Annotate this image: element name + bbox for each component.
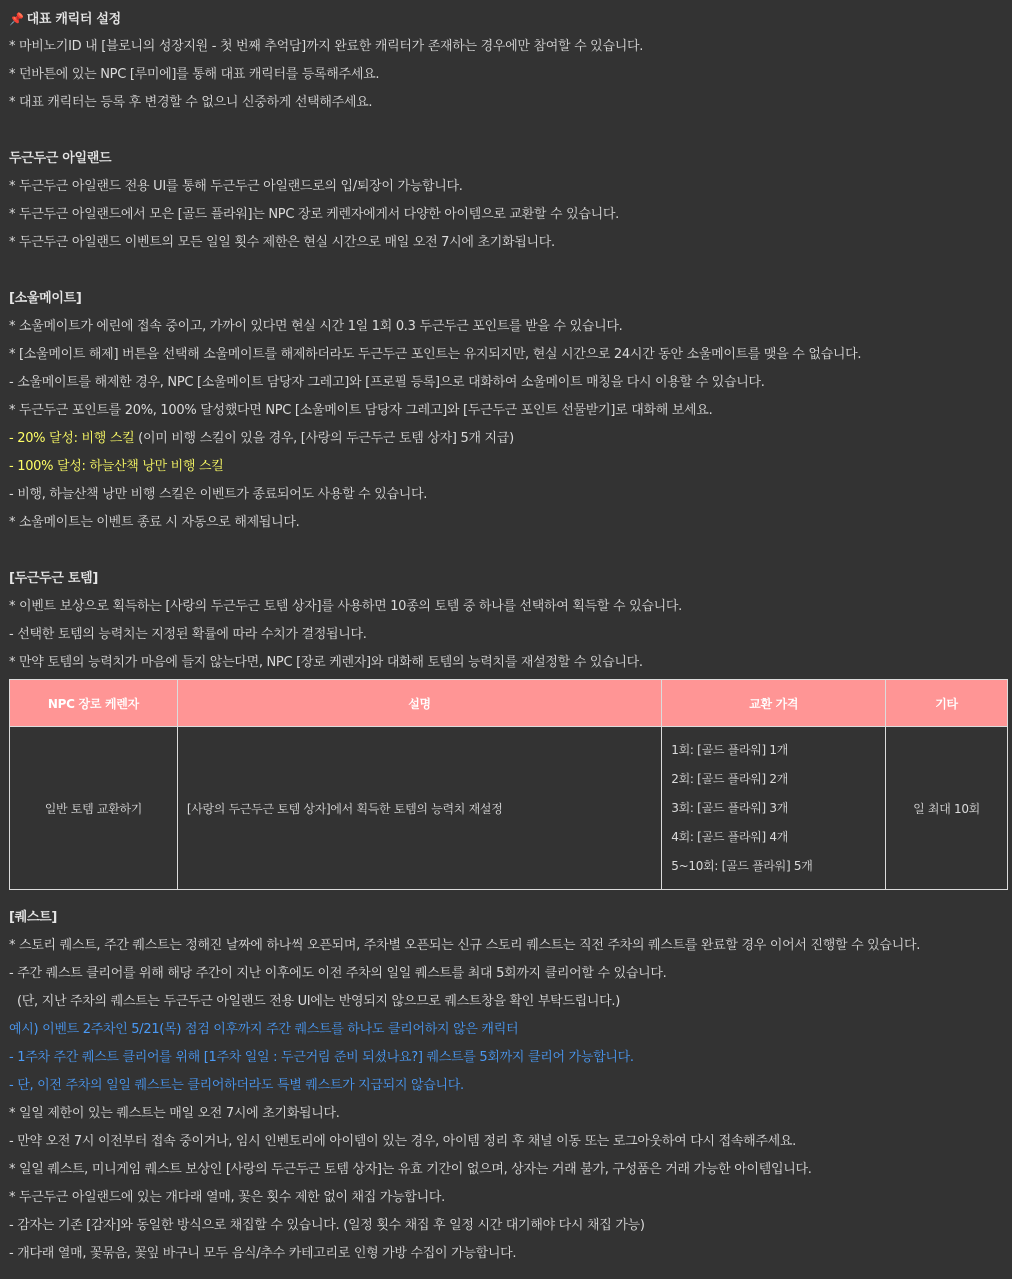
column-header: 교환 가격 <box>662 680 886 727</box>
island-line-1: * 두근두근 아일랜드 전용 UI를 통해 두근두근 아일랜드로의 입/퇴장이 가능합니다. <box>9 179 463 194</box>
soulmate-line-4: * 두근두근 포인트를 20%, 100% 달성했다면 NPC [소울메이트 담당자 그레고]와 [두근두근 포인트 선물받기]로 대화해 보세요. <box>9 403 713 418</box>
soulmate-line-3: - 소울메이트를 해제한 경우, NPC [소울메이트 담당자 그레고]와 [프로필 등록]으로 대화하여 소울메이트 매칭을 다시 이용할 수 있습니다. <box>9 375 765 390</box>
quest-line-1: * 스토리 퀘스트, 주간 퀘스트는 정해진 날짜에 하나씩 오픈되며, 주차별 오픈되는 신규 스토리 퀘스트는 직전 주차의 퀘스트를 완료할 경우 이어서 진행할 수 있습니다. <box>9 938 921 953</box>
totem-exchange-table <box>9 679 1008 890</box>
quest-line-8: - 감자는 기존 [감자]와 동일한 방식으로 채집할 수 있습니다. (일정 횟수 채집 후 일정 시간 대기해야 다시 채집 가능) <box>9 1218 645 1233</box>
spacer <box>9 117 1003 145</box>
spacer <box>9 537 1003 565</box>
quest-section-title: [퀘스트] <box>9 910 58 925</box>
soulmate-line-5: - 비행, 하늘산책 낭만 비행 스킬은 이벤트가 종료되어도 사용할 수 있습니다. <box>9 487 428 502</box>
price-line: 5~10회: [골드 플라워] 5개 <box>671 858 813 873</box>
quest-line-7: * 두근두근 아일랜드에 있는 개다래 열매, 꽃은 횟수 제한 없이 채집 가능합니다. <box>9 1190 446 1205</box>
rep-line-2: * 던바튼에 있는 NPC [루미에]를 통해 대표 캐릭터를 등록해주세요. <box>9 67 380 82</box>
soulmate-line-6: * 소울메이트는 이벤트 종료 시 자동으로 해제됩니다. <box>9 515 300 530</box>
spacer <box>9 257 1003 285</box>
soulmate-line-2: * [소울메이트 해제] 버튼을 선택해 소울메이트를 해제하더라도 두근두근 포인트는 유지되지만, 현실 시간으로 24시간 동안 소울메이트를 맺을 수 없습니다. <box>9 347 862 362</box>
rep-line-1: * 마비노기ID 내 [블로니의 성장지원 - 첫 번째 추억담]까지 완료한 캐릭터가 존재하는 경우에만 참여할 수 있습니다. <box>9 39 644 54</box>
pushpin-icon: 📌 <box>9 12 24 26</box>
exchange-etc-cell: 일 최대 10회 <box>886 727 1008 890</box>
totem-line-3: * 만약 토템의 능력치가 마음에 들지 않는다면, NPC [장로 케렌자]와 대화해 토템의 능력치를 재설정할 수 있습니다. <box>9 655 643 670</box>
column-header: NPC 장로 케렌자 <box>10 680 178 727</box>
quest-line-2: - 주간 퀘스트 클리어를 위해 해당 주간이 지난 이후에도 이전 주차의 일일 퀘스트를 최대 5회까지 클리어할 수 있습니다. <box>9 966 667 981</box>
table-header-row <box>10 680 1008 727</box>
quest-line-6: * 일일 퀘스트, 미니게임 퀘스트 보상인 [사랑의 두근두근 토템 상자]는 유효 기간이 없으며, 상자는 거래 불가, 구성품은 거래 가능한 아이템입니다. <box>9 1162 812 1177</box>
totem-line-2: - 선택한 토템의 능력치는 지정된 확률에 따라 수치가 결정됩니다. <box>9 627 367 642</box>
price-line: 2회: [골드 플라워] 2개 <box>671 771 789 786</box>
rep-line-3: * 대표 캐릭터는 등록 후 변경할 수 없으니 신중하게 선택해주세요. <box>9 95 373 110</box>
column-header: 설명 <box>177 680 661 727</box>
quest-example-1: 예시) 이벤트 2주차인 5/21(목) 점검 이후까지 주간 퀘스트를 하나도 클리어하지 않은 캐릭터 <box>9 1022 519 1037</box>
reward-20-note: (이미 비행 스킬이 있을 경우, [사랑의 두근두근 토템 상자] 5개 지급) <box>134 431 514 446</box>
reward-20-highlight: - 20% 달성: 비행 스킬 <box>9 431 135 446</box>
column-header: 기타 <box>886 680 1008 727</box>
quest-line-9: - 개다래 열매, 꽃묶음, 꽃잎 바구니 모두 음식/추수 카테고리로 인형 가방 수집이 가능합니다. <box>9 1246 517 1261</box>
quest-line-3: (단, 지난 주차의 퀘스트는 두근두근 아일랜드 전용 UI에는 반영되지 않으므로 퀘스트창을 확인 부탁드립니다.) <box>17 994 621 1009</box>
price-line: 4회: [골드 플라워] 4개 <box>671 829 789 844</box>
exchange-price-cell <box>662 727 886 890</box>
reward-100-line: - 100% 달성: 하늘산책 낭만 비행 스킬 <box>9 459 224 474</box>
price-line: 1회: [골드 플라워] 1개 <box>671 742 789 757</box>
soulmate-line-1: * 소울메이트가 에린에 접속 중이고, 가까이 있다면 현실 시간 1일 1회 0.3 두근두근 포인트를 받을 수 있습니다. <box>9 319 623 334</box>
quest-line-5: - 만약 오전 7시 이전부터 접속 중이거나, 임시 인벤토리에 아이템이 있는 경우, 아이템 정리 후 채널 이동 또는 로그아웃하여 다시 접속해주세요. <box>9 1134 796 1149</box>
soulmate-section-title: [소울메이트] <box>9 291 82 306</box>
island-line-2: * 두근두근 아일랜드에서 모은 [골드 플라워]는 NPC 장로 케렌자에게서 다양한 아이템으로 교환할 수 있습니다. <box>9 207 619 222</box>
quest-line-4: * 일일 제한이 있는 퀘스트는 매일 오전 7시에 초기화됩니다. <box>9 1106 340 1121</box>
quest-example-3: - 단, 이전 주차의 일일 퀘스트는 클리어하더라도 특별 퀘스트가 지급되지 않습니다. <box>9 1078 464 1093</box>
exchange-name-cell: 일반 토템 교환하기 <box>10 727 178 890</box>
totem-section-title: [두근두근 토템] <box>9 571 99 586</box>
rep-section-title: 📌 대표 캐릭터 설정 <box>9 5 1003 33</box>
totem-line-1: * 이벤트 보상으로 획득하는 [사랑의 두근두근 토템 상자]를 사용하면 10종의 토템 중 하나를 선택하여 획득할 수 있습니다. <box>9 599 682 614</box>
quest-example-2: - 1주차 주간 퀘스트 클리어를 위해 [1주차 일일 : 두근거림 준비 되셨나요?] 퀘스트를 5회까지 클리어 가능합니다. <box>9 1050 634 1065</box>
exchange-desc-cell: [사랑의 두근두근 토템 상자]에서 획득한 토템의 능력치 재설정 <box>177 727 661 890</box>
reward-20-line <box>9 425 1003 453</box>
island-section-title: 두근두근 아일랜드 <box>9 151 112 166</box>
price-line: 3회: [골드 플라워] 3개 <box>671 800 789 815</box>
island-line-3: * 두근두근 아일랜드 이벤트의 모든 일일 횟수 제한은 현실 시간으로 매일 오전 7시에 초기화됩니다. <box>9 235 555 250</box>
table-row <box>10 727 1008 890</box>
